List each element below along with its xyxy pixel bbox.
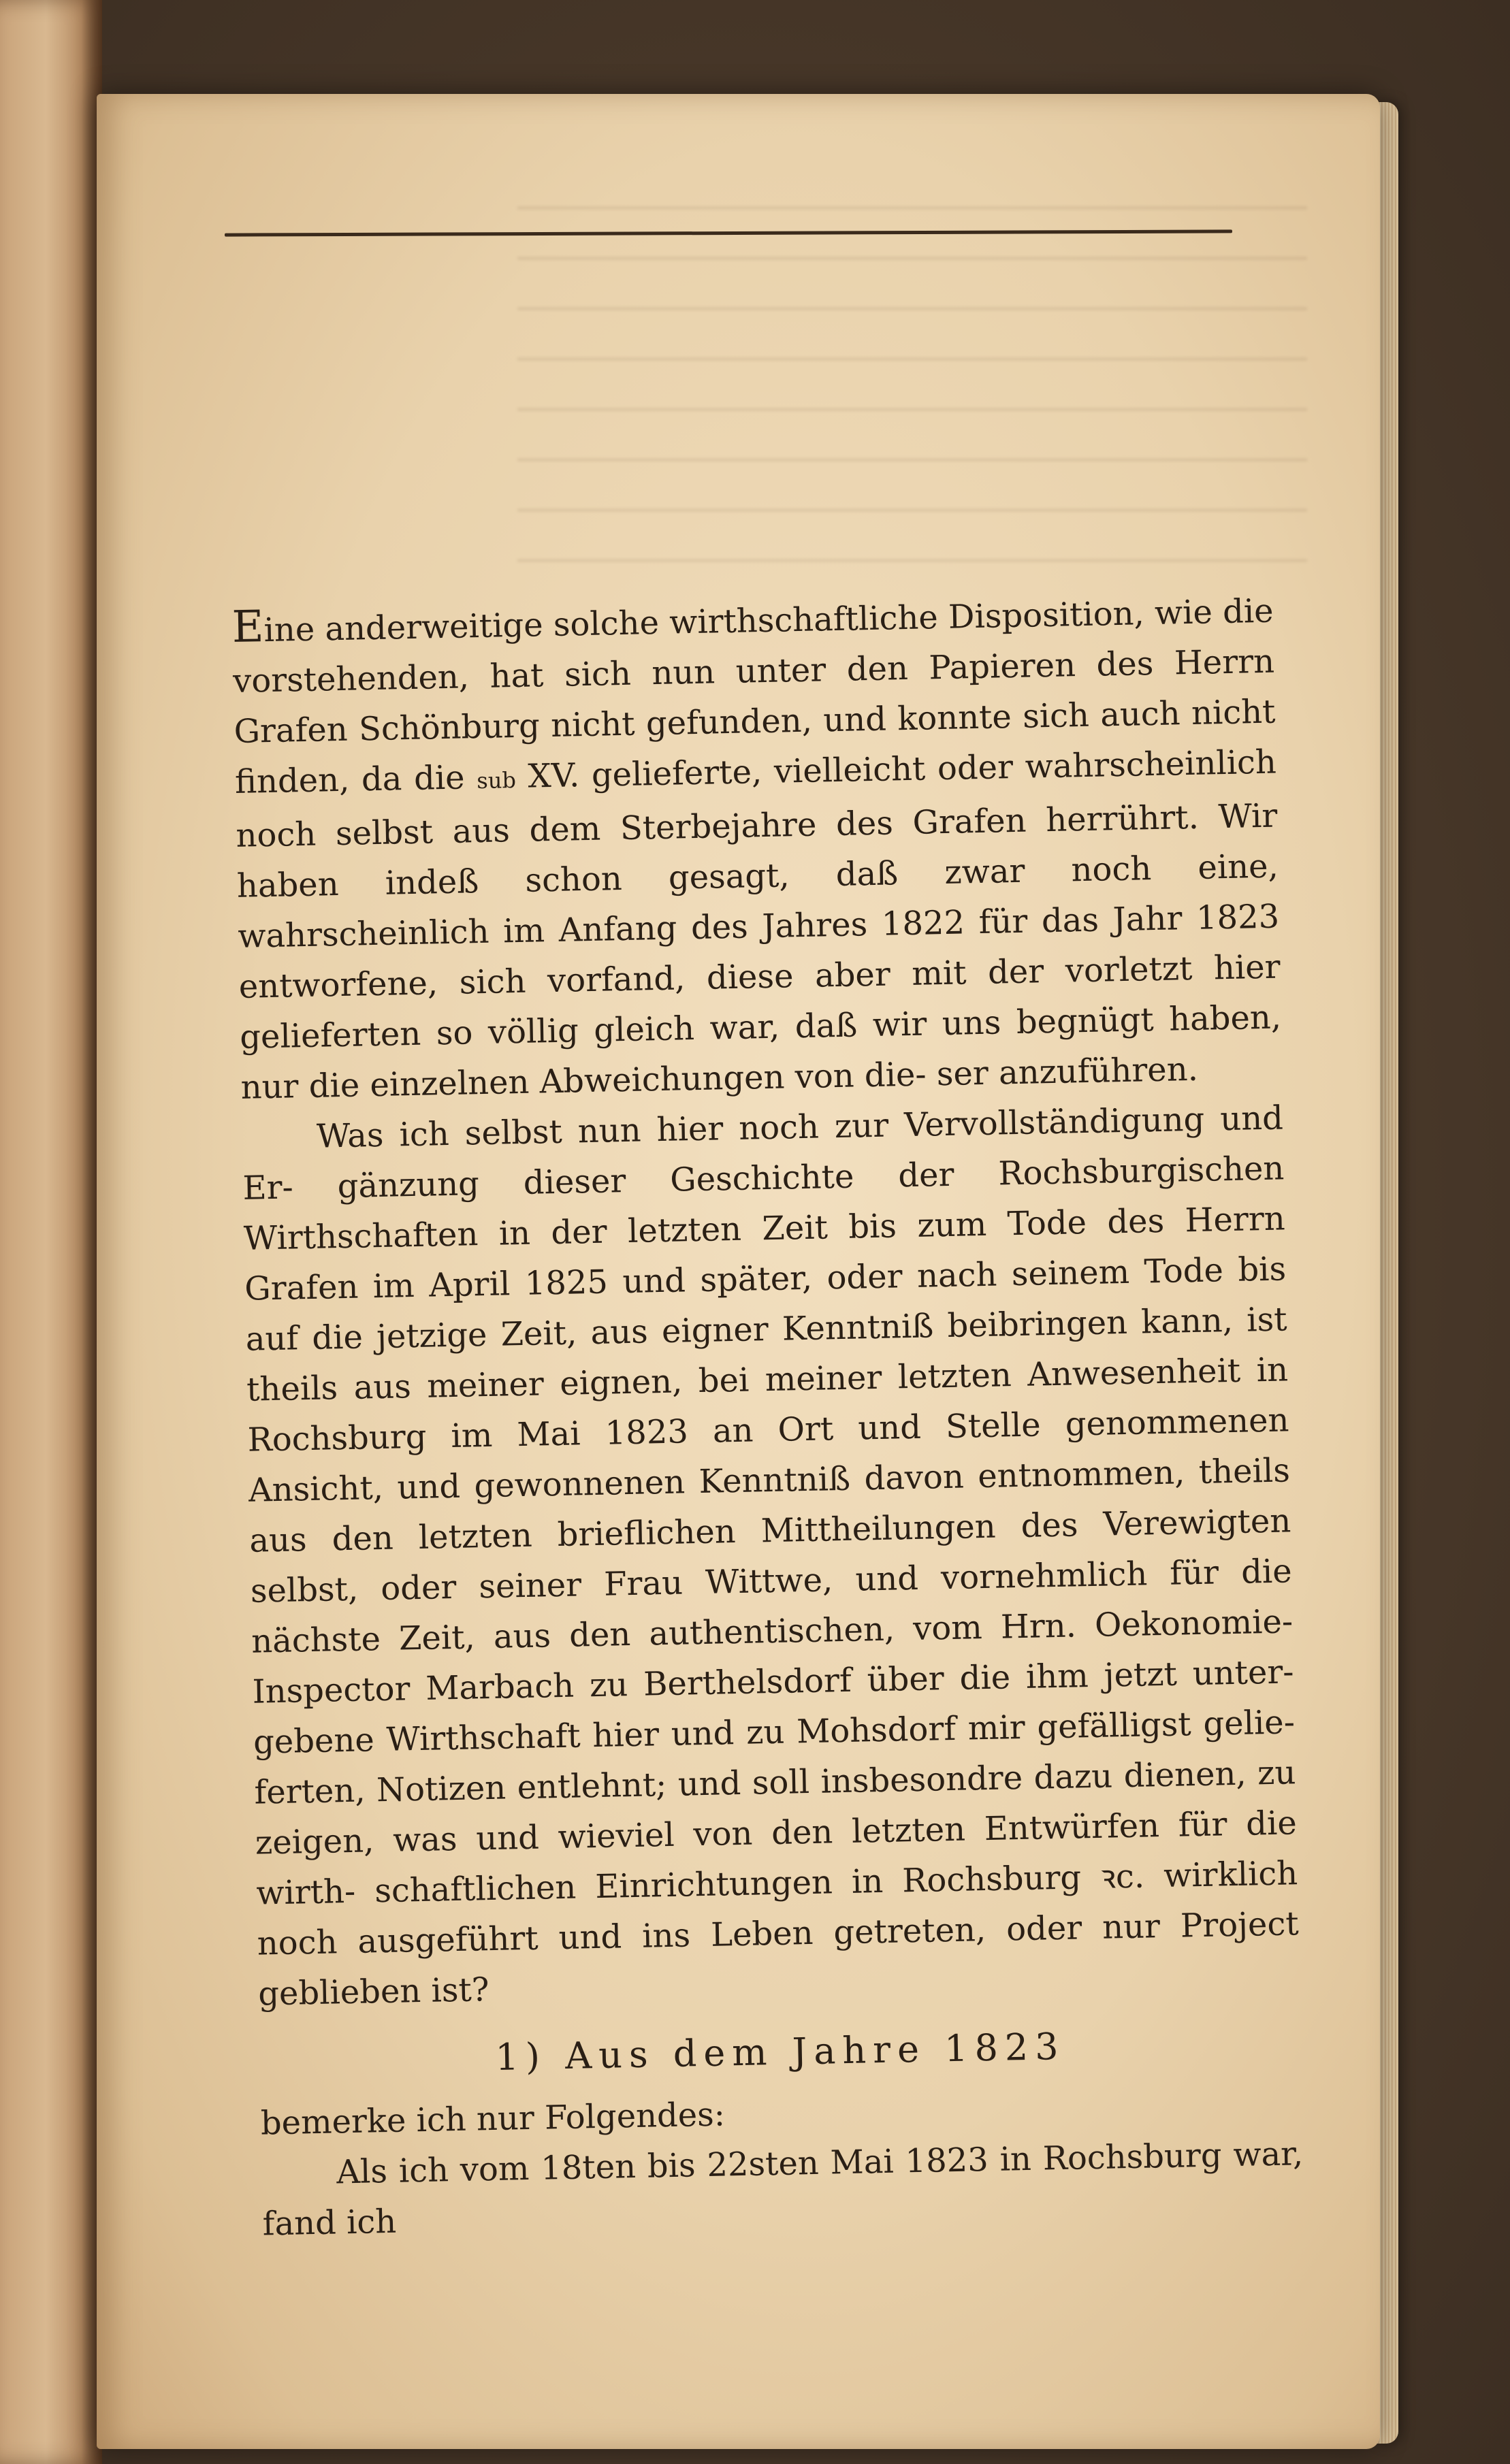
- paragraph-1: [231, 583, 1283, 1113]
- page-body: [231, 583, 1304, 2250]
- paragraph-4: Als ich vom 18ten bis 22sten Mai 1823 in Rochsburg war, fand ich: [262, 2135, 1304, 2243]
- left-page-edge: [0, 0, 102, 2464]
- section-heading: 1) Aus dem Jahre 1823: [494, 2024, 1066, 2079]
- paragraph-3: bemerke ich nur Folgendes:: [260, 2095, 726, 2143]
- sub-marker: sub: [476, 767, 517, 794]
- drop-initial: E: [231, 602, 265, 653]
- paragraph-1-text-b: XV. gelieferte, vielleicht oder wahrscheinlich noch selbst aus dem Sterbejahre des Grafen herrührt. Wir haben indeß schon gesagt, daß zwar noch eine, wahrscheinlich im Anfang des Jahres 1822 für das Jahr 1823 entworfene, sich vorfand, diese aber mit der vorletzt hier gelieferten so völlig gleich war, daß wir uns begnügt haben, nur die einzelnen Abweichungen von die- ser anzuführen.: [236, 743, 1282, 1107]
- paragraph-1-text-a: ine anderweitige solche wirthschaftliche Disposition, wie die vorstehenden, hat sich nun unter den Papieren des Herrn Grafen Schönburg nicht gefunden, und konnte sich auch nicht finden, da die: [232, 591, 1276, 801]
- paragraph-2: Was ich selbst nun hier noch zur Vervollständigung und Er- gänzung dieser Geschichte der Rochsburgischen Wirthschaften in der letzten Zeit bis zum Tode des Herrn Grafen im April 1825 und später, oder nach seinem Tode bis auf die jetzige Zeit, aus eigner Kenntniß beibringen kann, ist theils aus meiner eignen, bei meiner letzten Anwesenheit in Rochsburg im Mai 1823 an Ort und Stelle genommenen Ansicht, und gewonnenen Kenntniß davon entnommen, theils aus den letzten brieflichen Mittheilungen des Verewigten selbst, oder seiner Frau Wittwe, und vornehmlich für die nächste Zeit, aus den authentischen, vom Hrn. Oekonomie- Inspector Marbach zu Berthelsdorf über die ihm jetzt unter- gebene Wirthschaft hier und zu Mohsdorf mir gefälligst gelie- ferten, Notizen entlehnt; und soll insbesondre dazu dienen, zu zeigen, was und wieviel von den letzten Entwürfen für die wirth- schaftlichen Einrichtungen in Rochsburg ꝛc. wirklich noch ausgeführt und ins Leben getreten, oder nur Project geblieben ist?: [242, 1099, 1300, 2013]
